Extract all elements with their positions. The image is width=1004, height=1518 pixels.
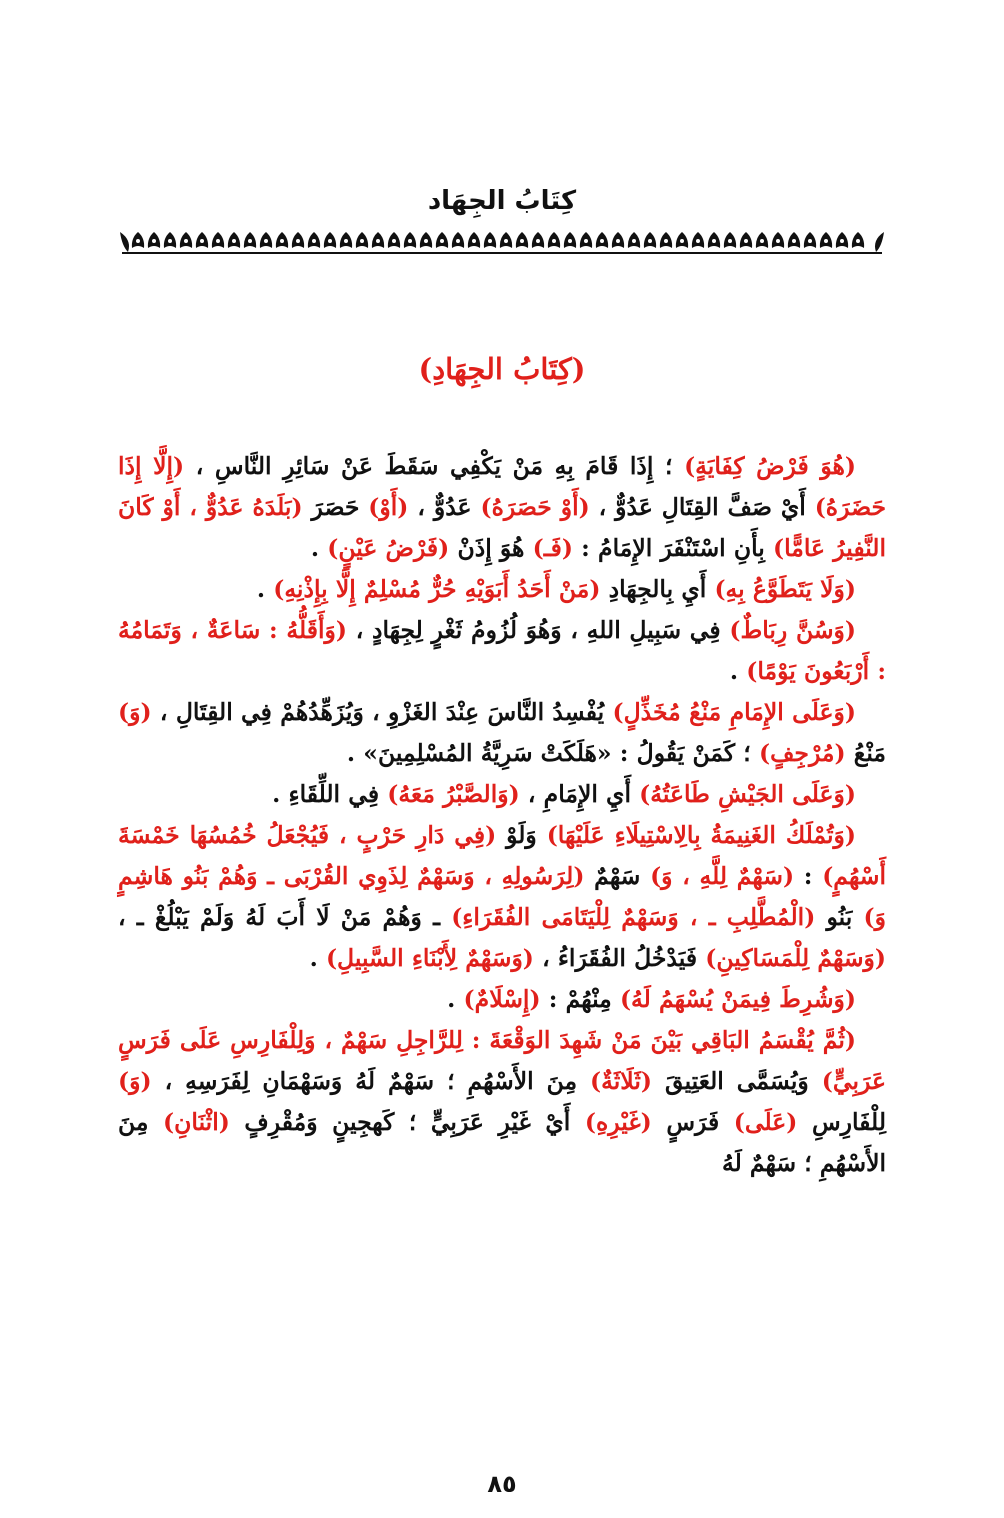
matn-text: (وَشُرِطَ فِيمَنْ يُسْهَمُ لَهُ)	[619, 985, 856, 1013]
sharh-text: أَيِ بِالجِهَادِ	[600, 575, 715, 603]
sharh-text: ـ وَهُمْ مَنْ لَا أَبَ لَهُ وَلَمْ يَبْلُغْ ـ ،	[118, 903, 452, 931]
sharh-text: .	[310, 534, 328, 562]
matn-text: (هُوَ فَرْضُ كِفَايَةٍ)	[684, 452, 856, 480]
matn-text: (فِي دَارِ حَرْبٍ ، فَيُجْعَلُ خُمُسُهَا خَمْسَةَ أَسْهُمٍ)	[118, 821, 886, 890]
sharh-text: أَيْ غَيْرِ عَرَبِيٍّ ؛ كَهجِينٍ وَمُقْرِفٍ	[229, 1108, 585, 1136]
matn-text: (وَسَهْمٌ لِلْمَسَاكِينِ)	[705, 944, 886, 972]
matn-text: (وَتُمْلَكُ الغَنِيمَةُ بِالِاسْتِيلَاءِ عَلَيْهَا)	[546, 821, 856, 849]
matn-text: (لِرَسُولِهِ ، وَسَهْمٌ لِذَوِي القُرْبَى ـ وَهُمْ بَنُو هَاشِمٍ وَ)	[118, 862, 886, 931]
running-header: كِتَابُ الجِهَاد	[427, 186, 577, 216]
matn-text: (ثُمَّ يُقْسَمُ البَاقِي بَيْنَ مَنْ شَهِدَ الوَقْعَةَ : لِلرَّاجِلِ سَهْمٌ ، وَلِلْفَارِسِ عَلَى فَرَسٍ عَرَبِيٍّ)	[118, 1026, 886, 1095]
paragraph	[118, 446, 886, 569]
matn-text: (إِلَّا إِذَا حَضَرَهُ)	[118, 452, 886, 521]
matn-text: (مُرْجِفٍ)	[758, 739, 846, 767]
sharh-text: عَدُوٌّ ،	[408, 493, 481, 521]
sharh-text: .	[309, 944, 326, 972]
ornament-divider	[118, 226, 886, 256]
sharh-text: فَيَدْخُلُ الفُقَرَاءُ ،	[533, 944, 706, 972]
matn-text: (الْمُطَّلِبِ ـ ، وَسَهْمٌ لِلْيَتَامَى الفُقَرَاءِ)	[451, 903, 816, 931]
matn-text: (وَسَهْمٌ لِأَبْنَاءِ السَّبِيلِ)	[325, 944, 534, 972]
matn-text: (إِسْلَامٌ)	[463, 985, 541, 1013]
paragraph	[118, 692, 886, 774]
paragraph	[118, 1020, 886, 1184]
chapter-title: (كِتَابُ الجِهَادِ)	[418, 352, 586, 386]
paragraph	[118, 610, 886, 692]
paragraph	[118, 979, 886, 1020]
sharh-text: وَلَوْ	[496, 821, 547, 849]
sharh-text: مِنَ الأَسْهُمِ ؛ سَهْمٌ لَهُ وَسَهْمَانِ لِفَرَسِهِ ،	[151, 1067, 591, 1095]
sharh-text: ؛ إِذَا قَامَ بِهِ مَنْ يَكْفِي سَقَطَ عَنْ سَائِرِ النَّاسِ ،	[184, 452, 685, 480]
matn-text: (اثْنَانِ)	[163, 1108, 230, 1136]
matn-text: (مَنْ أَحَدُ أَبَوَيْهِ حُرٌّ مُسْلِمٌ إِلَّا بِإِذْنِهِ)	[273, 575, 601, 603]
sharh-text: فَرَسٍ	[651, 1108, 734, 1136]
matn-text: (ثَلَاثَةٌ)	[590, 1067, 652, 1095]
sharh-text: سَهْمٌ	[584, 862, 651, 890]
matn-text: (وَ)	[118, 698, 152, 726]
body-text	[118, 446, 886, 1184]
sharh-text: :	[794, 862, 823, 890]
sharh-text: أَيِ الإِمَامِ ،	[519, 780, 640, 808]
matn-text: (وَعَلَى الجَيْشِ طَاعَتُهُ)	[639, 780, 856, 808]
paragraph	[118, 569, 886, 610]
sharh-text: مِنْهُمْ :	[540, 985, 620, 1013]
matn-text: (أَوْ)	[368, 493, 409, 521]
sharh-text: فِي اللِّقَاءِ .	[272, 780, 388, 808]
matn-text: (بَلَدَهُ عَدُوٌّ ، أَوْ كَانَ النَّفِيرُ عَامًّا)	[118, 493, 886, 562]
sharh-text: .	[729, 657, 747, 685]
sharh-text: هُوَ إِذَنْ	[449, 534, 533, 562]
matn-text: (وَسُنَّ رِبَاطٌ)	[729, 616, 856, 644]
sharh-text: مَنْعُ	[845, 739, 886, 767]
matn-text: (وَعَلَى الإِمَامِ مَنْعُ مُخَذِّلٍ)	[612, 698, 856, 726]
sharh-text: وَيُسَمَّى العَتِيقَ	[652, 1067, 822, 1095]
matn-text: (وَلَا يَتَطَوَّعُ بِهِ)	[714, 575, 856, 603]
sharh-text: يُفْسِدُ النَّاسَ عِنْدَ الغَزْوِ ، وَيُزَهِّدُهُمْ فِي القِتَالِ ،	[151, 698, 613, 726]
sharh-text: مِنَ الأَسْهُمِ ؛ سَهْمٌ لَهُ	[118, 1108, 886, 1177]
paragraph	[118, 815, 886, 979]
sharh-text: بَنُو	[815, 903, 864, 931]
sharh-text: ؛ كَمَنْ يَقُولُ : «هَلَكَتْ سَرِيَّةُ المُسْلِمِينَ» .	[346, 739, 759, 767]
sharh-text: فِي سَبِيلِ اللهِ ، وَهُوَ لُزُومُ ثَغْرٍ لِجِهَادٍ ،	[347, 616, 730, 644]
sharh-text: .	[256, 575, 274, 603]
page-number: ٨٥	[487, 1470, 517, 1498]
paragraph	[118, 774, 886, 815]
sharh-text: لِلْفَارِسِ	[797, 1108, 886, 1136]
sharh-text: بِأَنِ اسْتَنْفَرَ الإِمَامُ :	[573, 534, 774, 562]
matn-text: (سَهْمٌ لِلَّهِ ، وَ)	[650, 862, 795, 890]
matn-text: (غَيْرِهِ)	[584, 1108, 652, 1136]
sharh-text: .	[447, 985, 464, 1013]
matn-text: (وَ)	[118, 1067, 152, 1095]
matn-text: (وَأَقَلُّهُ : سَاعَةٌ ، وَتَمَامُهُ : أَرْبَعُونَ يَوْمًا)	[118, 616, 886, 685]
matn-text: (أَوْ حَصَرَهُ)	[480, 493, 590, 521]
matn-text: (فَرْضُ عَيْنٍ)	[327, 534, 450, 562]
matn-text: (فَـ)	[532, 534, 573, 562]
sharh-text: أَيْ صَفَّ القِتَالِ عَدُوٌّ ،	[589, 493, 815, 521]
sharh-text: حَصَرَ	[302, 493, 369, 521]
matn-text: (عَلَى)	[733, 1108, 798, 1136]
matn-text: (وَالصَّبْرُ مَعَهُ)	[387, 780, 520, 808]
